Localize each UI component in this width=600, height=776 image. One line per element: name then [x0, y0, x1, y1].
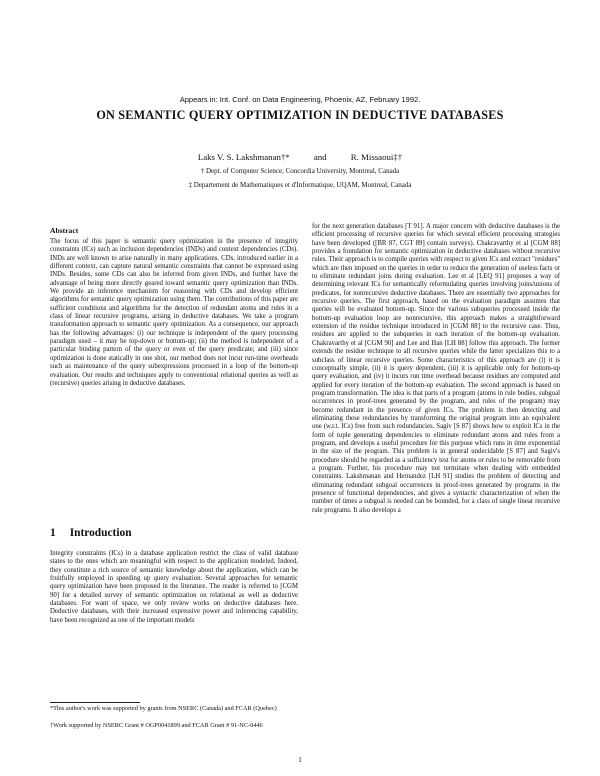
authors-line: [0, 152, 600, 162]
abstract-paragraph: The focus of this paper is semantic query optimization in the presence of integrity constraints (ICs) such as inclusion dependencies (INDs) and context dependencies (CDs). INDs are well known to arise naturally in many applications. CDs, introduced earlier in a different context, can capture natural semantic constraints that cannot be expressed using INDs. Besides, some CDs can also be inferred from given INDs, and further have the advantage of being more directly geared toward semantic query optimization than INDs. We provide an inference mechanism for reasoning with CDs and develop efficient algorithms for semantic query optimization using them. The contributions of this paper are sufficient conditions and algorithms for the detection of redundant atoms and rules in a class of linear recursive programs, arising in deductive databases. We take a program transformation approach to semantic query optimization. As a consequence, our approach has the following advantages: (i) our technique is independent of the query processing paradigm used – it may be top-down or bottom-up; (ii) the method is independent of a particular binding pattern of the query or even of the query predicate; and (iii) since optimization is done statically in one shot, our method does not incur run-time overheads such as maintenance of the query subexpressions processed in a loop of the bottom-up evaluation. Our results and techniques apply to conventional relational queries as well as (recursive) queries arising in deductive databases.: [50, 238, 298, 387]
introduction-text: [50, 550, 298, 625]
section-number: 1: [50, 527, 56, 539]
footnote-1: *This author's work was supported by grants from NSERC (Canada) and FCAR (Quebec): [50, 705, 277, 712]
right-column-paragraph: for the next generation databases [T 91]. A major concern with deductive databases is the efficient processing of recursive queries for which several efficient processing strategies have been developed ([BR 87, CGT 89] contain surveys). Chakravarthy et al [CGM 88] provides a foundation for semantic optimization in deductive databases without recursive rules. Their approach is to compile queries with respect to given ICs and extract "residues" which are then imposed on the queries in order to reduce the generation of useless facts or to eliminate redundant joins during evaluation. Lee et al [LEQ 91] proposes a way of determining relevant ICs for semantically reformulating queries involving joins/unions of predicates, for nonrecursive deductive databases. There are essentially two approaches for recursive queries. The first approach, based on the evaluation paradigm assumes that queries will be evaluated bottom-up. Since the various subqueries processed inside the bottom-up evaluation loop are nonrecursive, this approach makes a straightforward extension of the residue technique introduced in [CGM 88] to the recursive case. Thus, residues are applied to the subqueries in each iteration of the bottom-up evaluation. Chakravarthy et al [CGM 90] and Lee and Han [LH 88] follow this approach. The former extends the residue technique to all recursive queries while the latter specializes this to a subclass of linear recursive queries. Some characteristics of this approach are (i) it is conceptually simple, (ii) it is query dependent, (iii) it is applicable only for bottom-up query evaluation, and (iv) it incurs run time overhead because residues are computed and applied for every iteration of the bottom-up evaluation. The second approach is based on program transformation. The idea is that parts of a program (atoms in rule bodies, subgoal occurrences in proof-trees generated by the program, and rules of the program) may become redundant in the presence of given ICs. The problem is then detecting and eliminating these redundancies by transforming the original program into an equivalent one (w.r.t. ICs) free from such redundancies. Sagiv [S 87] shows how to exploit ICs in the form of tuple generating dependencies to eliminate redundant atoms and rules from a program, and develops a useful procedure for this purpose which runs in time exponential in the size of the program. This problem is in general undecidable [S 87] and Sagiv's procedure should be regarded as a sufficiency test for atoms or rules to be removable from a program. Further, his procedure may not terminate when dealing with embedded constraints. Lakshmanan and Hernandez [LH 91] studies the problem of detecting and eliminating redundant subgoal occurrences in proof-trees generated by programs in the presence of functional dependencies, and gives a syntactic characterization of when the number of times a subgoal is needed can be bounded, for a class of single linear recursive rule programs. It also develops a: [312, 223, 560, 514]
venue-line: Appears in: Int. Conf. on Data Engineering, Phoenix, AZ, February 1992.: [179, 95, 421, 104]
footnote-rule: [50, 702, 140, 703]
introduction-paragraph: Integrity constraints (ICs) in a database application restrict the class of valid database states to the ones which are meaningful with respect to the application modeled. Indeed, they constitute a rich source of semantic knowledge about the application, which can be fruitfully employed in speeding up query evaluation. Several approaches for semantic query optimization have been proposed in the literature. The reader is referred to [CGM 90] for a detailed survey of semantic optimization on relational as well as deductive databases. For want of space, we only review works on deductive databases here. Deductive databases, with their increased expressive power and inferencing capability, have been recognized as one of the important models: [50, 550, 298, 624]
affiliation-1: † Dept. of Computer Science, Concordia University, Montreal, Canada: [200, 167, 400, 175]
section-title: Introduction: [69, 527, 132, 539]
author-conjunction: and: [313, 152, 327, 162]
section-heading-introduction: [50, 527, 132, 539]
paper-title: ON SEMANTIC QUERY OPTIMIZATION IN DEDUCTIVE DATABASES: [96, 108, 504, 122]
right-column-text: [312, 223, 560, 515]
abstract-text: [50, 238, 298, 388]
abstract-heading: Abstract: [50, 226, 79, 235]
author-1: Laks V. S. Lakshmanan†*: [197, 152, 290, 162]
author-2: R. Missaoui‡†: [350, 152, 403, 162]
page-number: 1: [298, 755, 302, 764]
footnote-2: †Work supported by NSERC Grant # OGP0041899 and FCAR Grant # 91-NC-0446: [50, 722, 263, 729]
affiliation-2: ‡ Departement de Mathematiques et d'Informatique, UQAM, Montreal, Canada: [188, 181, 412, 189]
